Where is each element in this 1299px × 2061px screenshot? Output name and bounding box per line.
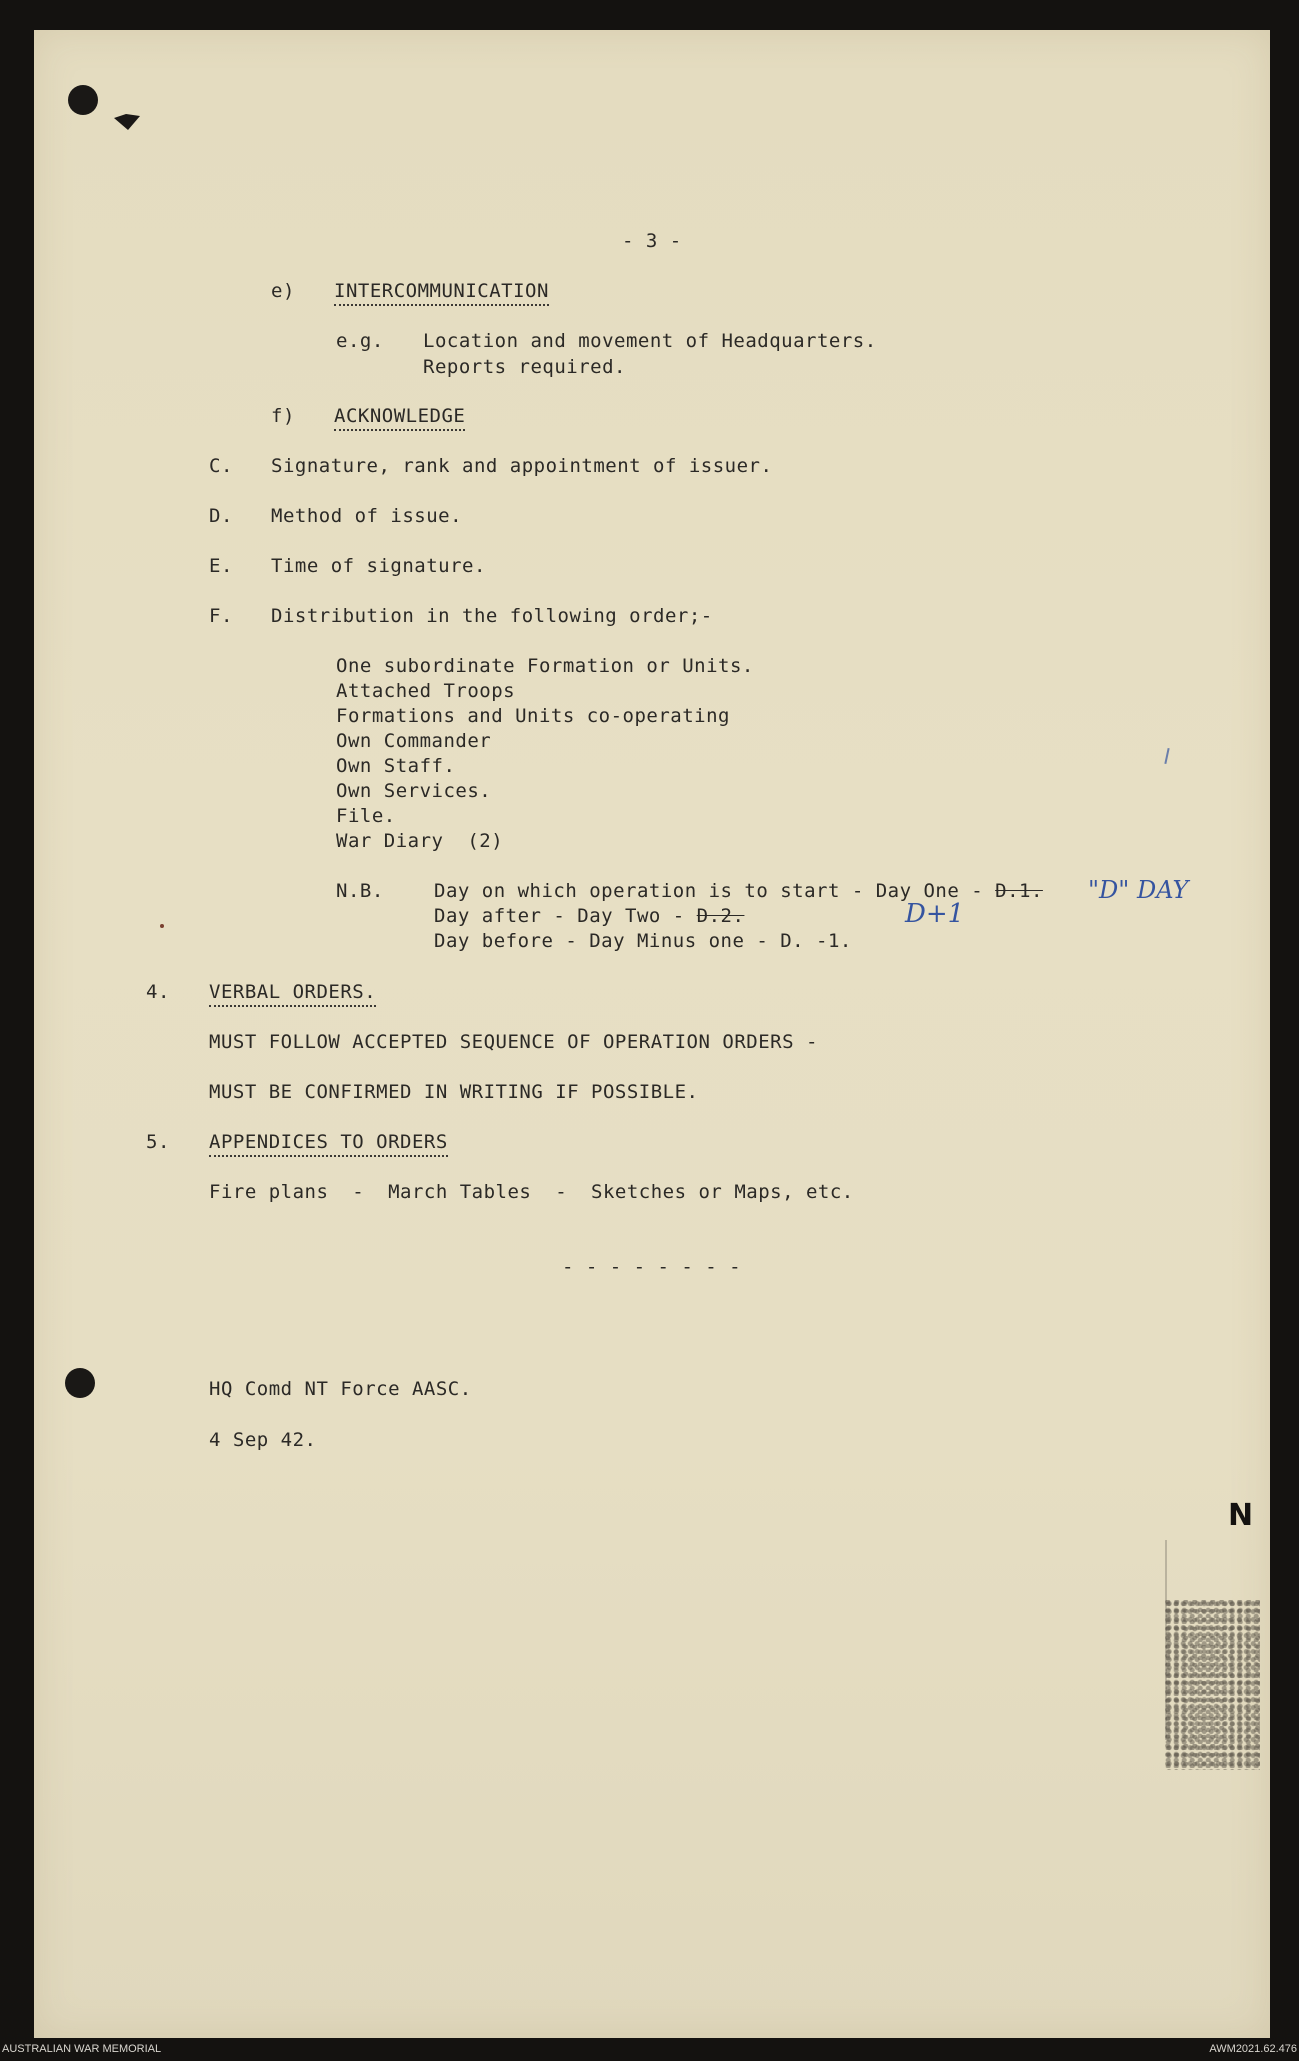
section-e-label: e) (271, 280, 295, 302)
section-e-line2: Reports required. (423, 356, 626, 378)
distribution-item: War Diary (2) (336, 830, 504, 852)
distribution-item: Formations and Units co-operating (336, 705, 730, 727)
section-e-title: INTERCOMMUNICATION (334, 279, 549, 306)
distribution-item: Own Staff. (336, 755, 456, 777)
note-label: N.B. (336, 880, 384, 902)
note-line2: Day after - Day Two - D.2. (434, 905, 745, 927)
footer-archive-name: AUSTRALIAN WAR MEMORIAL (2, 2043, 162, 2055)
footer-accession-number: AWM2021.62.476 (1209, 2043, 1297, 2055)
distribution-item: Attached Troops (336, 680, 516, 702)
ink-dot (160, 924, 164, 928)
item-e-label: E. (209, 555, 233, 577)
item-5-line1: Fire plans - March Tables - Sketches or Maps, etc. (209, 1181, 854, 1203)
paper-tear-mark (112, 112, 142, 132)
item-5-title: APPENDICES TO ORDERS (209, 1130, 448, 1157)
edge-ink-mark: N (1228, 1498, 1254, 1533)
distribution-item: Own Services. (336, 780, 492, 802)
note-line1: Day on which operation is to start - Day One - D.1. (434, 880, 1043, 902)
item-e-text: Time of signature. (271, 555, 486, 577)
struck-text: D.1. (995, 880, 1043, 902)
section-f-label: f) (271, 405, 295, 427)
distribution-item: File. (336, 805, 396, 827)
item-5-number: 5. (146, 1131, 170, 1153)
punch-hole-bottom (65, 1368, 95, 1398)
item-c-label: C. (209, 455, 233, 477)
item-c-text: Signature, rank and appointment of issuer. (271, 455, 773, 477)
struck-text: D.2. (696, 905, 745, 927)
fingerprint-stain (1165, 1600, 1260, 1770)
handwritten-d-plus-one: D+1 (905, 899, 965, 929)
item-4-title: VERBAL ORDERS. (209, 980, 376, 1007)
page-number: - 3 - (622, 230, 682, 252)
signoff-date: 4 Sep 42. (209, 1429, 317, 1451)
item-4-number: 4. (146, 981, 170, 1003)
section-f-title: ACKNOWLEDGE (334, 404, 465, 431)
section-e-eg: e.g. (336, 330, 384, 352)
item-d-text: Method of issue. (271, 505, 463, 527)
item-4-line1: MUST FOLLOW ACCEPTED SEQUENCE OF OPERATION ORDERS - (209, 1031, 818, 1053)
item-d-label: D. (209, 505, 233, 527)
distribution-item: Own Commander (336, 730, 492, 752)
note-line3: Day before - Day Minus one - D. -1. (434, 930, 852, 952)
item-f-text: Distribution in the following order;- (271, 605, 713, 627)
distribution-item: One subordinate Formation or Units. (336, 655, 754, 677)
section-e-line1: Location and movement of Headquarters. (423, 330, 877, 352)
item-f-label: F. (209, 605, 233, 627)
signoff-hq: HQ Comd NT Force AASC. (209, 1378, 472, 1400)
item-4-line2: MUST BE CONFIRMED IN WRITING IF POSSIBLE. (209, 1081, 699, 1103)
punch-hole-top (68, 85, 98, 115)
handwritten-d-day: "D" DAY (1088, 876, 1189, 904)
section-separator: - - - - - - - - (562, 1256, 742, 1278)
